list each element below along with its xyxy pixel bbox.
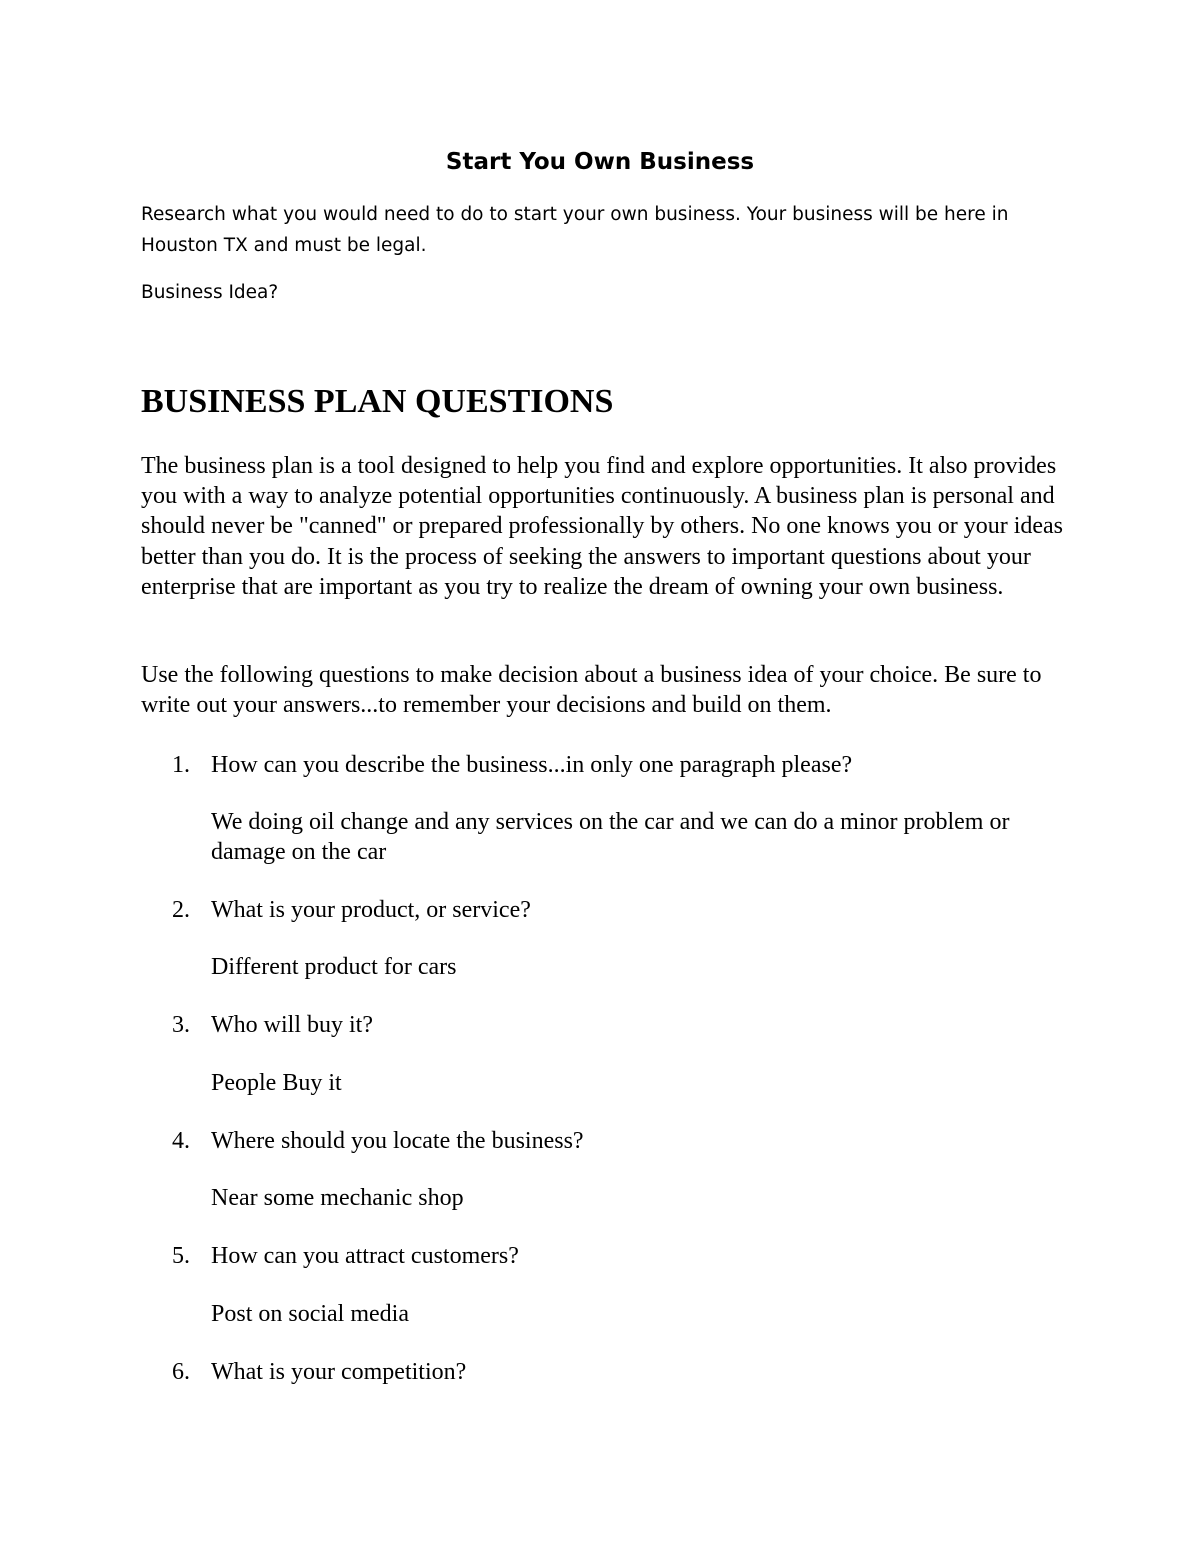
question-text: What is your product, or service? xyxy=(211,897,531,923)
question-number: 6. xyxy=(172,1359,190,1385)
question-text: Where should you locate the business? xyxy=(211,1128,584,1154)
question-number: 3. xyxy=(172,1012,190,1038)
intro-paragraph: Research what you would need to do to start your own business. Your business will be here in Houston TX and must be legal. xyxy=(141,204,1009,256)
question-text: Who will buy it? xyxy=(211,1012,373,1038)
question-text: How can you describe the business...in only one paragraph please? xyxy=(211,752,853,778)
question-number: 4. xyxy=(172,1128,190,1154)
question-number: 2. xyxy=(172,897,190,923)
plan-description-paragraph: The business plan is a tool designed to help you find and explore opportunities. It also provides you with a way to analyze potential opportunities continuously. A business plan is personal and should never be "canned" or prepared professionally by others. No one knows you or your ideas better than you do. It is the process of seeking the answers to important questions about your enterprise that are important as you try to realize the dream of owning your own business. xyxy=(141,453,1064,600)
question-answer: Different product for cars xyxy=(211,954,457,980)
question-number: 1. xyxy=(172,752,190,778)
document-title: Start You Own Business xyxy=(445,149,755,175)
business-idea-label: Business Idea? xyxy=(141,282,279,303)
question-text: How can you attract customers? xyxy=(211,1243,519,1269)
question-answer: We doing oil change and any services on the car and we can do a minor problem or damage on the car xyxy=(211,809,1010,866)
question-answer: Post on social media xyxy=(211,1301,409,1327)
question-text: What is your competition? xyxy=(211,1359,467,1385)
question-number: 5. xyxy=(172,1243,190,1269)
business-plan-heading: BUSINESS PLAN QUESTIONS xyxy=(141,383,614,420)
question-answer: Near some mechanic shop xyxy=(211,1185,464,1211)
instructions-paragraph: Use the following questions to make decision about a business idea of your choice. Be sure to write out your answers...to remember your decisions and build on them. xyxy=(141,662,1042,719)
question-answer: People Buy it xyxy=(211,1070,342,1096)
